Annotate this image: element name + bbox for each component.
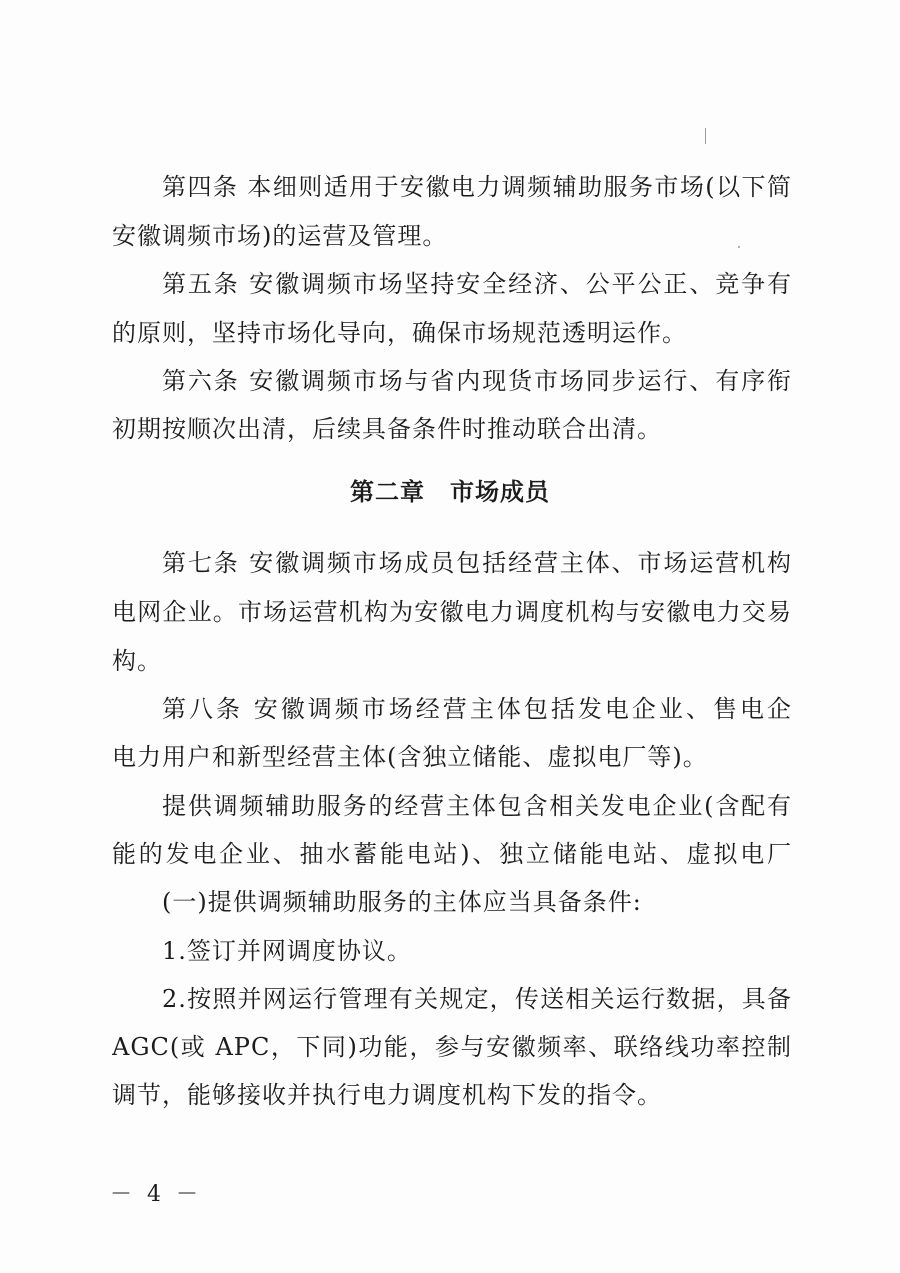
article-5-line-2: 的原则，坚持市场化导向，确保市场规范透明运作。 — [112, 319, 687, 347]
page-number: － 4 － — [110, 1182, 202, 1207]
article-7-line-3: 构。 — [112, 647, 162, 675]
article-5-line-1: 第五条 安徽调频市场坚持安全经济、公平公正、竞争有 — [162, 270, 792, 298]
chapter-title: 第二章 市场成员 — [350, 478, 550, 506]
item-2-line-2: AGC(或 APC，下同)功能，参与安徽频率、联络线功率控制 — [112, 1033, 792, 1061]
article-7-line-2: 电网企业。市场运营机构为安徽电力调度机构与安徽电力交易 — [112, 598, 792, 626]
article-7-line-1: 第七条 安徽调频市场成员包括经营主体、市场运营机构 — [162, 549, 792, 577]
item-2-line-3: 调节，能够接收并执行电力调度机构下发的指令。 — [112, 1081, 662, 1109]
article-6-line-2: 初期按顺次出清，后续具备条件时推动联合出清。 — [112, 415, 662, 443]
article-6-line-1: 第六条 安徽调频市场与省内现货市场同步运行、有序衔 — [162, 367, 792, 395]
paragraph-line-2: 能的发电企业、抽水蓄能电站)、独立储能电站、虚拟电厂 — [112, 840, 792, 868]
article-4-line-2: 安徽调频市场)的运营及管理。 — [112, 222, 448, 250]
article-4-line-1: 第四条 本细则适用于安徽电力调频辅助服务市场(以下简 — [162, 173, 792, 201]
item-1: 1.签订并网调度协议。 — [162, 937, 412, 965]
paragraph-line-1: 提供调频辅助服务的经营主体包含相关发电企业(含配有 — [162, 792, 792, 820]
item-2-line-1: 2.按照并网运行管理有关规定，传送相关运行数据，具备 — [162, 985, 792, 1013]
item-heading: (一)提供调频辅助服务的主体应当具备条件: — [162, 888, 642, 916]
scan-dot — [738, 246, 740, 248]
article-8-line-1: 第八条 安徽调频市场经营主体包括发电企业、售电企 — [162, 695, 792, 723]
article-8-line-2: 电力用户和新型经营主体(含独立储能、虚拟电厂等)。 — [112, 743, 708, 771]
scan-mark — [705, 128, 706, 144]
